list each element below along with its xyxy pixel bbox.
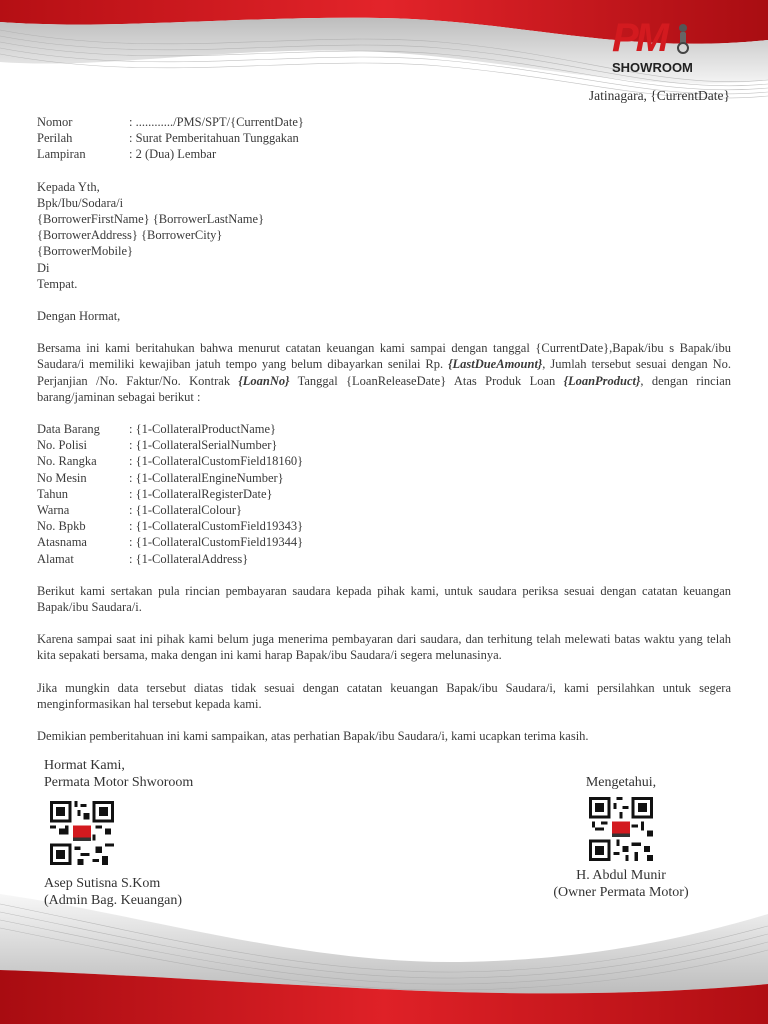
qr-code-icon xyxy=(50,801,114,865)
recipient-address: {BorrowerAddress} {BorrowerCity} xyxy=(37,228,223,243)
logo-subtitle: SHOWROOM xyxy=(612,60,693,75)
loan-product: {LoanProduct} xyxy=(563,373,641,388)
motorcycle-icon xyxy=(672,22,694,54)
meta-row-number xyxy=(37,114,731,130)
logo-mark: PM xyxy=(612,16,666,60)
collateral-label: No. Rangka xyxy=(37,454,97,469)
signature-role: (Owner Permata Motor) xyxy=(553,885,689,900)
recipient-line: Kepada Yth, xyxy=(37,179,100,194)
collateral-row xyxy=(37,486,731,502)
signature-closing: Hormat Kami, xyxy=(44,758,125,773)
loan-number: {LoanNo} xyxy=(238,373,290,388)
meta-row-attachment xyxy=(37,146,731,162)
recipient-name: {BorrowerFirstName} {BorrowerLastName} xyxy=(37,212,265,227)
collateral-value: : {1-CollateralCustomField18160} xyxy=(129,453,731,469)
collateral-value: : {1-CollateralSerialNumber} xyxy=(129,437,731,453)
overdue-paragraph: Karena sampai saat ini pihak kami belum juga menerima pembayaran dari saudara, dan terhitung telah melewati batas waktu yang telah kita sepakati bersama, maka dengan ini kami harap Bapak/ibu Saudara/i segera melunasinya. xyxy=(37,632,731,663)
recipient-line: Bpk/Ibu/Sodara/i xyxy=(37,195,124,210)
intro-text: Bersama ini kami beritahukan bahwa menurut catatan keuangan kami sampai dengan tanggal {CurrentDate},Bapak/ibu s Bapak/ibu Saudara/i memiliki kewajiban jatuh tempo yang belum dibayarkan senilai Rp. xyxy=(37,341,731,372)
last-due-amount: {LastDueAmount} xyxy=(448,357,543,372)
discrepancy-paragraph: Jika mungkin data tersebut diatas tidak sesuai dengan catatan keuangan Bapak/ibu Saudara/i, kami persilahkan untuk segera menginformasikan hal tersebut kepada kami. xyxy=(37,680,731,711)
recipient-line: Di xyxy=(37,260,50,275)
recipient-block xyxy=(37,179,731,292)
collateral-value: : {1-CollateralRegisterDate} xyxy=(129,486,731,502)
collateral-value: : {1-CollateralEngineNumber} xyxy=(129,470,731,486)
signature-role: (Admin Bag. Keuangan) xyxy=(44,893,183,908)
intro-text: Tanggal {LoanReleaseDate} Atas Produk Loan xyxy=(289,373,564,388)
collateral-label: No Mesin xyxy=(37,470,87,485)
place-date: Jatinagara, {CurrentDate} xyxy=(588,88,730,103)
collateral-list xyxy=(37,421,731,567)
closing-paragraph: Demikian pemberitahuan ini kami sampaikan, atas perhatian Bapak/ibu Saudara/i, kami ucapkan terima kasih. xyxy=(37,729,589,744)
collateral-row xyxy=(37,551,731,567)
collateral-label: No. Bpkb xyxy=(37,519,86,534)
recipient-line: Tempat. xyxy=(37,276,78,291)
collateral-row xyxy=(37,421,731,437)
collateral-row xyxy=(37,437,731,453)
signature-name: H. Abdul Munir xyxy=(576,868,666,883)
meta-value: : 2 (Dua) Lembar xyxy=(129,146,731,162)
collateral-value: : {1-CollateralProductName} xyxy=(129,421,731,437)
payment-details-paragraph: Berikut kami sertakan pula rincian pembayaran saudara kepada pihak kami, untuk saudara periksa sesuai dengan catatan keuangan Bapak/ibu Saudara/i. xyxy=(37,583,731,615)
intro-text: , dengan rincian barang/jaminan sebagai berikut : xyxy=(37,373,731,404)
meta-label: Lampiran xyxy=(37,147,86,162)
collateral-label: Warna xyxy=(37,503,70,518)
collateral-value: : {1-CollateralCustomField19344} xyxy=(129,534,731,550)
intro-paragraph xyxy=(37,340,731,405)
qr-code-icon xyxy=(589,797,653,861)
meta-value: : ............/PMS/SPT/{CurrentDate} xyxy=(129,114,731,130)
meta-value: : Surat Pemberitahuan Tunggakan xyxy=(129,130,731,146)
intro-text: , Jumlah tersebut sesuai dengan No. Perjanjian /No. Faktur/No. Kontrak xyxy=(37,357,731,388)
collateral-label: Data Barang xyxy=(37,422,100,437)
letter-body xyxy=(37,114,731,744)
collateral-label: No. Polisi xyxy=(37,438,88,453)
collateral-row xyxy=(37,453,731,469)
signature-name: Asep Sutisna S.Kom xyxy=(44,876,161,891)
collateral-row xyxy=(37,502,731,518)
signature-company: Permata Motor Shworoom xyxy=(44,775,194,790)
collateral-value: : {1-CollateralCustomField19343} xyxy=(129,518,731,534)
collateral-row xyxy=(37,470,731,486)
collateral-row xyxy=(37,518,731,534)
recipient-mobile: {BorrowerMobile} xyxy=(37,244,134,259)
meta-label: Nomor xyxy=(37,115,73,129)
collateral-label: Atasnama xyxy=(37,535,87,550)
collateral-label: Tahun xyxy=(37,486,69,501)
collateral-value: : {1-CollateralAddress} xyxy=(129,551,731,567)
collateral-label: Alamat xyxy=(37,551,74,566)
meta-label: Perilah xyxy=(37,131,73,146)
signature-right xyxy=(548,774,694,901)
collateral-value: : {1-CollateralColour} xyxy=(129,502,731,518)
letter-meta xyxy=(37,114,731,163)
company-logo xyxy=(610,16,698,80)
signature-closing: Mengetahui, xyxy=(585,775,657,790)
meta-row-subject xyxy=(37,130,731,146)
collateral-row xyxy=(37,534,731,550)
signature-left xyxy=(44,757,193,909)
greeting: Dengan Hormat, xyxy=(37,309,121,324)
